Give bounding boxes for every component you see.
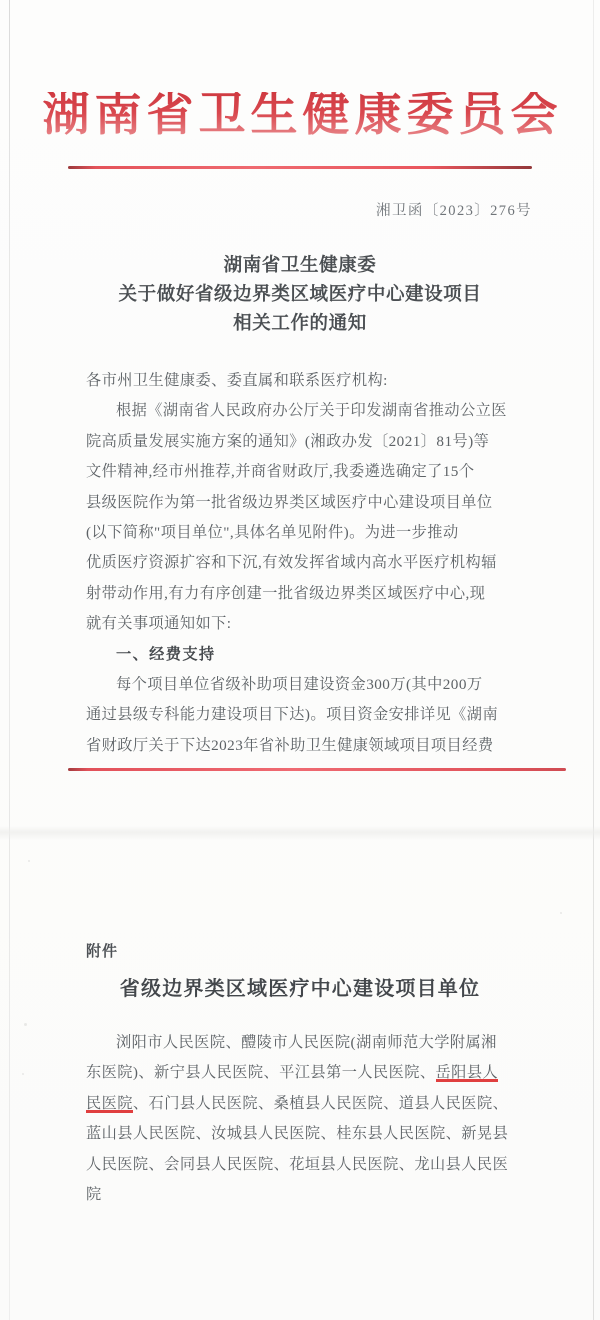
highlighted-hospital-name: 岳阳县人 (435, 1064, 499, 1082)
body-line: 省财政厅关于下达2023年省补助卫生健康领域项目项目经费 (86, 736, 494, 754)
body-line: 射带动作用,有力有序创建一批省级边界类区域医疗中心,现 (86, 584, 486, 602)
body-line: (以下简称"项目单位",具体名单见附件)。为进一步推动 (86, 524, 459, 542)
body-line: 每个项目单位省级补助项目建设资金300万(其中200万 (116, 676, 483, 694)
attachment-list-line (86, 1089, 518, 1119)
body-line: 就有关事项通知如下: (86, 615, 232, 633)
sheet-break (0, 826, 600, 840)
masthead-rule (68, 166, 532, 169)
attachment-label: 附件 (86, 944, 119, 960)
attachment-list-line (86, 1028, 518, 1058)
attachment-list-text: 院 (86, 1186, 102, 1204)
attachment-list-text: 浏阳市人民医院、醴陵市人民医院(湖南师范大学附属湘 (116, 1034, 497, 1051)
document-number: 湘卫函〔2023〕276号 (376, 203, 532, 219)
masthead (0, 89, 600, 141)
attachment-list-text: 人民医院、会同县人民医院、花垣县人民医院、龙山县人民医 (86, 1155, 509, 1173)
attachment-hospital-list (86, 1028, 518, 1210)
document-title (0, 252, 600, 339)
body-line: 文件精神,经市州推荐,并商省财政厅,我委遴选确定了15个 (86, 463, 475, 481)
highlighted-hospital-name: 民医院 (86, 1094, 133, 1112)
body-line: 优质医疗资源扩容和下沉,有效发挥省域内高水平医疗机构辐 (86, 554, 497, 572)
red-page-divider (68, 768, 566, 771)
attachment-list-line (86, 1058, 518, 1088)
attachment-list-text: 、石门县人民医院、桑植县人民医院、道县人民医院、 (132, 1094, 509, 1112)
attachment-list-text: 东医院)、新宁县人民医院、平江县第一人民医院、 (86, 1064, 436, 1082)
section-heading: 一、经费支持 (116, 645, 216, 663)
body-line: 通过县级专科能力建设项目下达)。项目资金安排详见《湖南 (86, 706, 499, 724)
attachment-list-line (86, 1150, 518, 1180)
salutation: 各市州卫生健康委、委直属和联系医疗机构: (86, 372, 388, 389)
attachment-list-text: 蓝山县人民医院、汝城县人民医院、桂东县人民医院、新晃县 (86, 1125, 509, 1143)
body-line: 根据《湖南省人民政府办公厅关于印发湖南省推动公立医 (116, 402, 507, 420)
body-line: 县级医院作为第一批省级边界类区域医疗中心建设项目单位 (86, 493, 493, 511)
document-page-two (0, 840, 600, 1320)
document-title-line-3: 相关工作的通知 (233, 314, 367, 334)
document-body (86, 366, 518, 761)
attachment-list-line (86, 1180, 518, 1210)
attachment-title: 省级边界类区域医疗中心建设项目单位 (119, 978, 481, 1000)
masthead-title: 湖南省卫生健康委员会 (0, 92, 600, 139)
document-title-line-2: 关于做好省级边界类区域医疗中心建设项目 (118, 285, 482, 305)
body-line: 院高质量发展实施方案的通知》(湘政办发〔2021〕81号)等 (86, 432, 490, 450)
attachment-list-line (86, 1119, 518, 1149)
document-title-line-1: 湖南省卫生健康委 (223, 256, 377, 276)
